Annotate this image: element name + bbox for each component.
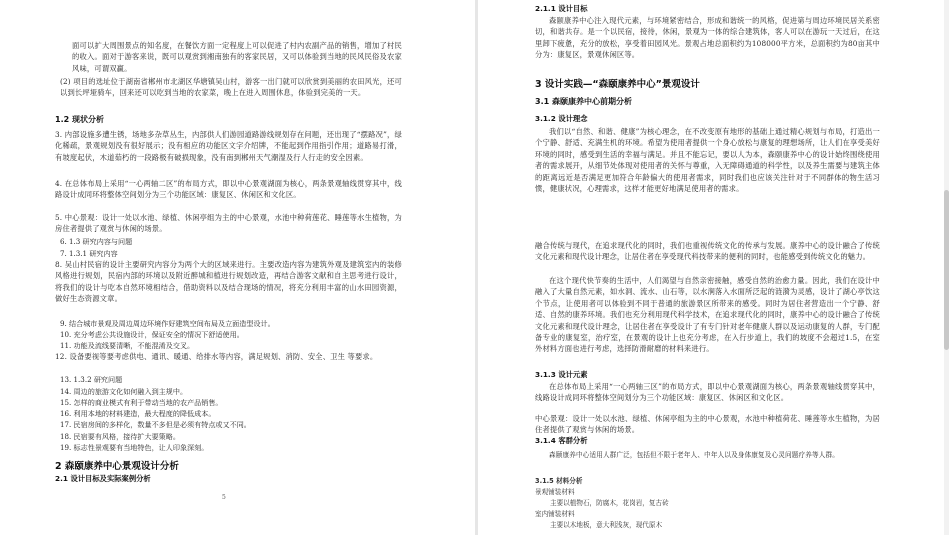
design-goal-paragraph: 森颐康养中心注入现代元素，与环境紧密结合，形成和谐统一的风格，促进第与周边环境民居关系密切，和谐共存。是一个以民宿，接待，休闲，景观为一体的综合建筑体，客人可以在游玩一天过后，在这里卸下疲惫，充分的放松，享受着田园风光。景观占地总面积约为108000平方米，总面积约为80亩其中分为：康复区，景观休闲区等。: [535, 16, 880, 60]
list-item-17: 17. 民宿房间的多样化，数量不多但是必须有特点或又不同。: [60, 420, 251, 429]
page-number: 5: [222, 494, 226, 501]
paragraph-4: 4. 在总体布局上采用“一心两轴二区”的布局方式，即以中心景观湖面为核心，两条景观轴线贯穿其中，线路设计成同环将整体空间划分为三个功能区域：康复区、休闲区和文化区。: [55, 179, 402, 200]
outdoor-material-list: 主要以植物石，防腐木，花岗岩，复古砖: [550, 499, 669, 507]
concept-paragraph-1-tail: 融合传统与现代，在追求现代化的同时，我们也重视传统文化的传承与发展。康养中心的设计融合了传统文化元素和现代设计理念，让居住者在享受现代科技带来的便利的同时，也能感受到传统文化的魅力。: [535, 241, 880, 262]
list-item-13: 13. 1.3.2 研究问题: [60, 375, 123, 384]
indoor-material-label: 室内铺装材料: [535, 510, 575, 518]
list-item-10: 10. 充分考虑公共设施设计，保证安全的情况下舒适使用。: [60, 330, 244, 339]
center-landscape-paragraph: 中心景观：设计一处以水池、绿植、休闲亭组为主的中心景观，水池中种植荷花、睡莲等水生植物，为居住者提供了观赏与休闲的场景。: [535, 414, 880, 435]
paragraph-8: 8. 吴山村民宿的设计主要研究内容分为两个大的区域来进行。主要改造内容为建筑外观及建筑室内的装修风格进行规划，民宿内部的环境以及附近醉城和植进行规划改造，再结合游客文献和自主思考进行设计，将我们的设计与吃本自然环境相结合，借助资料以及结合现场的情况，将充分利用丰富的山水田园资源，做好生态资源文章。: [55, 260, 402, 304]
section-1-2-heading: 1.2 现状分析: [55, 115, 104, 124]
section-3-1-2-heading: 3.1.2 设计理念: [535, 114, 588, 123]
list-item-18: 18. 民宿要有风格，接待扩大要策略。: [60, 432, 180, 441]
list-item-14: 14. 周边的旅游文化如何融入到主规中。: [60, 387, 188, 396]
outdoor-material-label: 景观铺装材料: [535, 488, 575, 496]
paragraph-5: 5. 中心景观：设计一处以水池、绿植、休闲亭组为主的中心景观，水池中种荷莲花、睡莲等水生植物，为房住者提供了观赏与休闲的场景。: [55, 213, 402, 234]
section-3-1-4-heading: 3.1.4 客群分析: [535, 436, 588, 445]
list-item-11: 11. 功能及流线要清晰，不能混淆及交叉。: [60, 341, 195, 350]
indoor-material-list: 主要以木地板，意大利浅灰，现代原木: [550, 521, 663, 529]
crowd-analysis-paragraph: 森颐康养中心适用人群广泛，包括但不限于老年人、中年人以及身体康复及心灵问题疗养等人群。: [549, 451, 839, 459]
section-2-1-1-heading: 2.1.1 设计目标: [535, 4, 588, 13]
list-item-12: 12. 设备要视等要考虑供电、通讯、暖通、给排水等内容，满足规划、消防、安全、卫生 等要求。: [55, 352, 378, 361]
section-3-1-heading: 3.1 森颐康养中心前期分析: [535, 97, 632, 106]
concept-paragraph-2: 在这个现代快节奏的生活中，人们渴望与自然亲密接触，感受自然的治愈力量。因此，我们在设计中融入了大量自然元素，如水洞、流水、山石等，以水涧落入水面所泛起的涟漪为灵感，设计了湖心亭饮这个节点，让使用者可以体验到不同于普通的旅游景区所带来的感受。同时为居住者营造出一个宁静、舒适、自然的康养环境。我们也充分利用现代科学技术，在追求现代化的同时，康养中心的设计融合了传统文化元素和现代设计理念，让居住者在享受设计了有专门针对老年健康人群以及运动康复的人群，专门配备专业的康复室，治疗室，在景观的设计上也充分考虑，在入行步道上，我们的坡度不会超过1.5，在室外材料方面也进行考虑，选择防滑耐磨的材料来进行。: [535, 276, 880, 354]
section-2-1-heading: 2.1 设计目标及实际案例分析: [55, 474, 151, 483]
design-elements-paragraph: 在总体布局上采用“一心两轴三区”的布局方式，即以中心景观湖面为核心，两条景观轴线贯穿其中，线路设计成同环将整体空间划分为三个功能区域：康复区、休闲区和文化区。: [535, 382, 880, 403]
concept-paragraph-1: 我们以“自然、和谐、健康”为核心理念，在不改变原有地形的基础上通过精心规划与布局，打造出一个宁静、舒适、充满生机的环境。希望为使用者提供一个身心放松与康复的理想场所，让人们在享受美好环境的同时，感受到生活的幸福与满足。并且不能忘记，要以人为本，森颐康养中心的设计始终围绕使用者的需求展开，从细节处体现对使用者的关怀与尊重，入无障碍通道的科学性，以及养生需要与建筑主体的距离远近是否满足更加符合年龄偏大的使用者需求，同时我们也应该关注针对于不同群体的物生活习惯，健康状况，心理需求，这样才能更好地满足使用者的需求。: [535, 127, 880, 194]
section-3-1-5-heading: 3.1.5 材料分析: [535, 477, 583, 485]
paragraph-3: 3. 内部设施多遭生锈，场地多杂草丛生，内部供人们游园道路游线规划存在问题，还出现了“摆路况”，绿化稀疏，景观规划没有很好展示；没有相应的功能区文字介绍牌，不能起到作用指引作用；道路易打滑，有坡度起伏，木道茹朽的一段路极有破损现象，没有南到郴州天气潮湿及行人行走的安全因素。: [55, 130, 402, 162]
section-3-heading: 3 设计实践—“森颐康养中心”景观设计: [535, 79, 700, 90]
line-7: 7. 1.3.1 研究内容: [60, 249, 118, 258]
section-3-1-3-heading: 3.1.3 设计元素: [535, 370, 588, 379]
item-2-paragraph: (2) 项目的选址位于湖南省郴州市北湖区华塘镇吴山村，游客一出门就可以欣赏到美丽的农田风光，还可以到长坪垭骑车，回来还可以吃到当地的农家菜，晚上在进入周围休息，体验到完美的一天。: [60, 77, 402, 98]
vertical-scrollbar-thumb[interactable]: [944, 190, 949, 350]
list-item-16: 16. 利用本地的材料建造，最大程度的降低成本。: [60, 409, 216, 418]
line-9: 9. 结合城市景观及周边周边环境作好建筑空间布局及立面造型设计。: [60, 319, 275, 328]
line-6: 6. 1.3 研究内容与问题: [60, 237, 133, 246]
section-2-heading: 2 森颐康养中心景观设计分析: [55, 461, 179, 472]
intro-paragraph: 面可以扩大周围景点的知名度，在餐饮方面一定程度上可以促进了村内农副产品的销售，增加了村民的收入。面对于游客来说，既可以观赏到湘南独有的客家民居，又可以体验到当地的民风民俗及农家风味，可谓双赢。: [72, 41, 402, 73]
list-item-19: 19. 标志性景观要有当地特色，让人印象深刻。: [60, 443, 209, 452]
right-page: [478, 0, 950, 535]
list-item-15: 15. 怎样的商业模式有利于带动当地的农产品销售。: [60, 398, 223, 407]
